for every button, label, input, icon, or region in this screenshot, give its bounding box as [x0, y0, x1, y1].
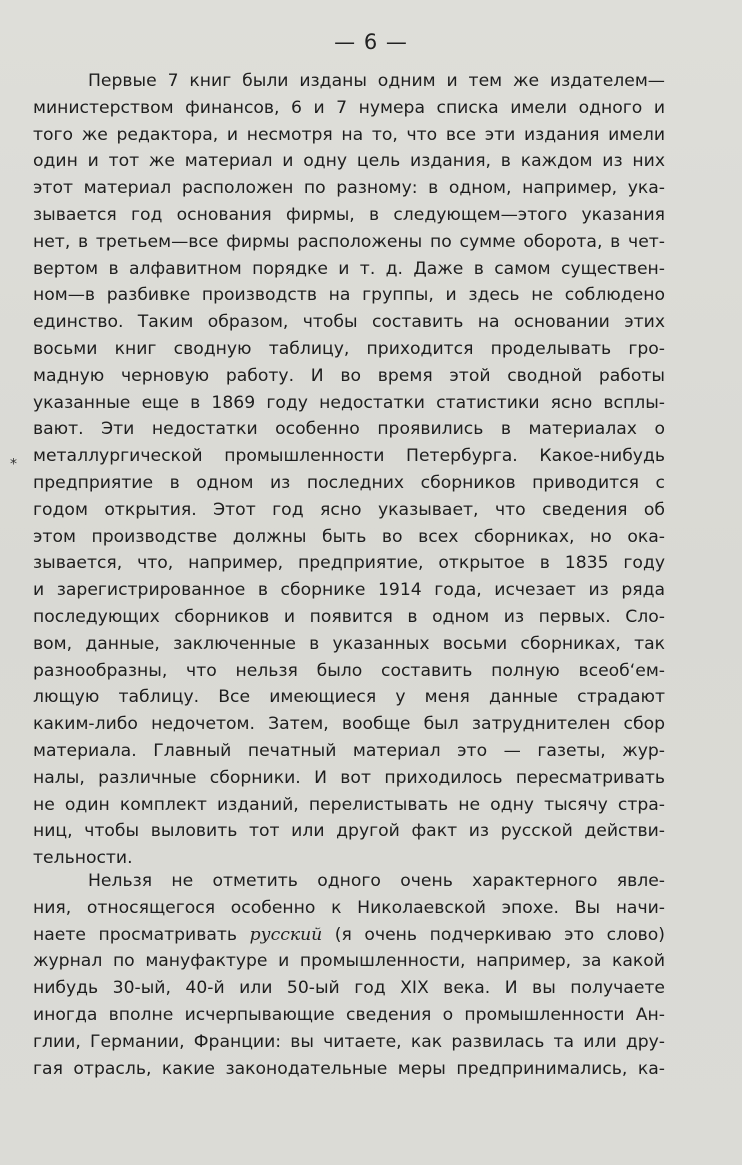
- emphasized-word: русский: [249, 924, 323, 945]
- text-line: вертом в алфавитном порядке и т. д. Даже в самом существен-: [33, 258, 665, 279]
- text-line: материала. Главный печатный материал это — газеты, жур-: [33, 740, 665, 761]
- text-line: не один комплект изданий, перелистывать не одну тысячу стра-: [33, 794, 665, 815]
- text-line: восьми книг сводную таблицу, приходится проделывать гро-: [33, 338, 665, 359]
- text-line: этот материал расположен по разному: в одном, например, ука-: [33, 178, 665, 199]
- text-line-with-emphasis: [33, 922, 665, 949]
- page-number: — 6 —: [334, 30, 408, 54]
- text-line: нет, в третьем—все фирмы расположены по сумме оборота, в чет-: [33, 231, 665, 252]
- text-line: разнообразны, что нельзя было составить полную всеоб‘ем-: [33, 660, 665, 681]
- text-line: министерством финансов, 6 и 7 нумера списка имели одного и: [33, 97, 665, 118]
- paragraph-2: [33, 868, 665, 1082]
- text-line: налы, различные сборники. И вот приходилось пересматривать: [33, 767, 665, 788]
- text-line: глии, Германии, Франции: вы читаете, как развилась та или дру-: [33, 1031, 665, 1052]
- text-line: годом открытия. Этот год ясно указывает, что сведения об: [33, 499, 665, 520]
- text-line: каким-либо недочетом. Затем, вообще был затруднителен сбор: [33, 714, 665, 735]
- text-line: лющую таблицу. Все имеющиеся у меня данные страдают: [33, 687, 665, 708]
- text-line: вают. Эти недостатки особенно проявились в материалах о: [33, 419, 665, 440]
- text-line: гая отрасль, какие законодательные меры предпринимались, ка-: [33, 1058, 665, 1079]
- text-line: и зарегистрированное в сборнике 1914 года, исчезает из ряда: [33, 580, 665, 601]
- text-line: единство. Таким образом, чтобы составить на основании этих: [33, 312, 665, 333]
- text-line: этом производстве должны быть во всех сборниках, но ока-: [33, 526, 665, 547]
- text-line: мадную черновую работу. И во время этой сводной работы: [33, 365, 665, 386]
- text-line: того же редактора, и несмотря на то, что все эти издания имели: [33, 124, 665, 145]
- text-line: Первые 7 книг были изданы одним и тем же издателем—: [88, 71, 665, 91]
- text-line: зывается год основания фирмы, в следующем—этого указания: [33, 204, 665, 225]
- text-line: один и тот же материал и одну цель издания, в каждом из них: [33, 151, 665, 172]
- text-line: ниц, чтобы выловить тот или другой факт из русской действи-: [33, 821, 665, 842]
- margin-mark-icon: ⁎: [10, 452, 17, 468]
- text-line: нибудь 30-ый, 40-й или 50-ый год XIX века. И вы получаете: [33, 978, 665, 999]
- text-line: ном—в разбивке производств на группы, и здесь не соблюдено: [33, 285, 665, 306]
- text-line: журнал по мануфактуре и промышленности, например, за какой: [33, 951, 665, 972]
- text-line: металлургической промышленности Петербурга. Какое-нибудь: [33, 446, 665, 467]
- paragraph-1: [33, 68, 665, 872]
- text-line: последующих сборников и появится в одном из первых. Сло-: [33, 606, 665, 627]
- text-fragment: наете просматривать: [33, 924, 250, 945]
- text-fragment: (я очень подчеркиваю это слово): [322, 924, 665, 945]
- text-line: вом, данные, заключенные в указанных восьми сборниках, так: [33, 633, 665, 654]
- text-line: зывается, что, например, предприятие, открытое в 1835 году: [33, 553, 665, 574]
- text-line: Нельзя не отметить одного очень характерного явле-: [88, 871, 665, 891]
- text-line: указанные еще в 1869 году недостатки статистики ясно всплы-: [33, 392, 665, 413]
- text-line: предприятие в одном из последних сборников приводится с: [33, 472, 665, 493]
- text-line: ния, относящегося особенно к Николаевской эпохе. Вы начи-: [33, 897, 665, 918]
- text-line: тельности.: [33, 848, 133, 869]
- text-line: иногда вполне исчерпывающие сведения о промышленности Ан-: [33, 1004, 665, 1025]
